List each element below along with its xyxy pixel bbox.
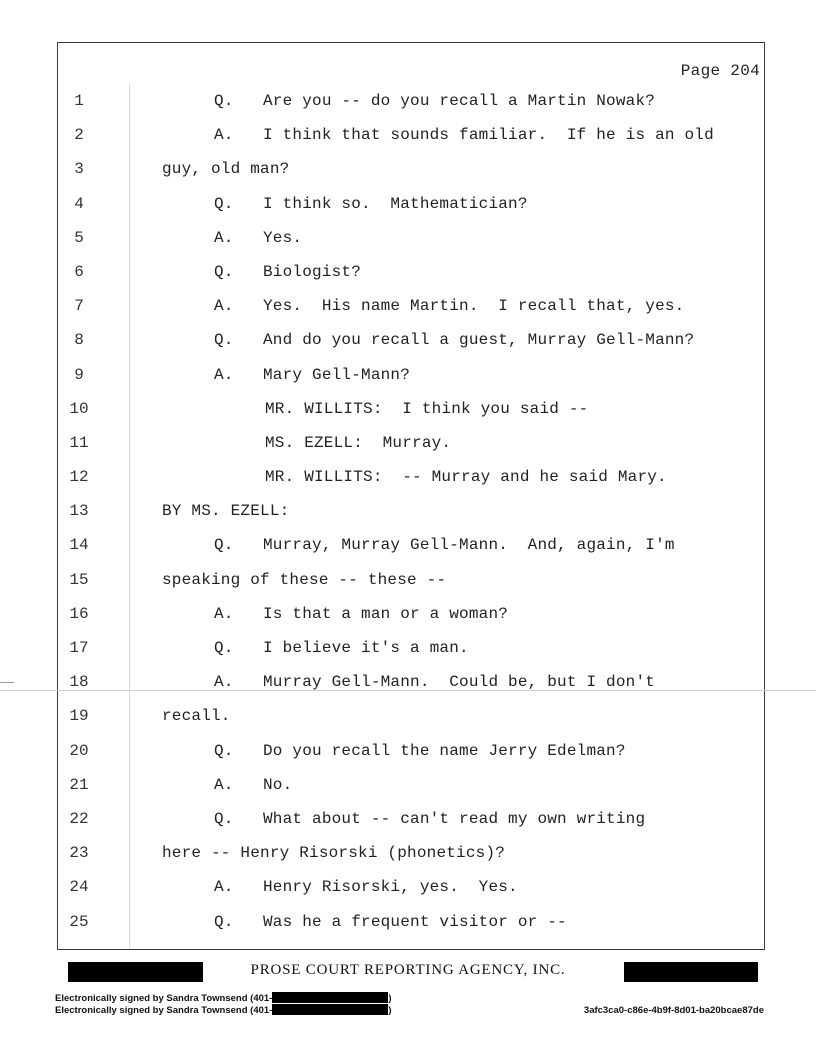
line-text: guy, old man? [162,160,290,179]
signature-line-1-prefix: Electronically signed by Sandra Townsend (401- [55,993,273,1004]
line-number: 13 [69,502,89,521]
line-number: 9 [74,365,84,384]
line-text: Q. Are you -- do you recall a Martin Nowak? [214,92,656,110]
transcript-line [0,872,816,906]
transcript-line [0,599,816,633]
line-text: A. Yes. [214,228,303,247]
transcript-line [0,154,816,188]
line-number: 16 [69,604,89,623]
line-number: 10 [69,399,89,418]
transcript-line [0,667,816,701]
line-number: 22 [69,809,89,828]
line-number: 23 [69,844,89,863]
document-hash: 3afc3ca0-c86e-4b9f-8d01-ba20bcae87de [583,1005,764,1016]
transcript-lines [0,86,816,941]
line-number: 14 [69,536,89,555]
line-text: MS. EZELL: Murray. [265,433,452,452]
transcript-line [0,189,816,223]
line-text: MR. WILLITS: I think you said -- [265,399,589,418]
signature-line-1-suffix: ) [388,993,392,1004]
transcript-line [0,736,816,770]
transcript-line [0,838,816,872]
transcript-line [0,804,816,838]
transcript-line [0,462,816,496]
signature-line-2-prefix: Electronically signed by Sandra Townsend (401- [55,1005,273,1016]
line-text: BY MS. EZELL: [162,502,290,521]
transcript-line [0,360,816,394]
line-number: 3 [74,160,84,179]
transcript-line [0,394,816,428]
line-text: MR. WILLITS: -- Murray and he said Mary. [265,468,667,487]
signature-line-2-suffix: ) [388,1005,392,1016]
line-number: 7 [74,297,84,316]
line-text: speaking of these -- these -- [162,570,447,589]
line-number: 24 [69,878,89,897]
line-number: 4 [74,194,84,213]
line-text: Q. Do you recall the name Jerry Edelman? [214,741,626,760]
reporting-agency-name: PROSE COURT REPORTING AGENCY, INC. [250,962,566,978]
transcript-line [0,257,816,291]
line-number: 11 [69,433,89,452]
signature-line-2 [55,1005,392,1016]
transcript-line [0,120,816,154]
transcript-line [0,701,816,735]
line-text: Q. I think so. Mathematician? [214,194,528,213]
line-text: Q. What about -- can't read my own writing [214,809,646,828]
line-number: 21 [69,775,89,794]
signature-redaction-2 [272,1004,388,1015]
line-number: 15 [69,570,89,589]
line-number: 18 [69,673,89,692]
transcript-line [0,291,816,325]
transcript-line [0,86,816,120]
page-number: Page 204 [680,62,760,80]
line-text: A. Yes. His name Martin. I recall that, yes. [214,297,685,316]
line-text: A. No. [214,775,293,794]
line-number: 5 [74,228,84,247]
line-text: A. Murray Gell-Mann. Could be, but I don't [214,673,656,692]
line-text: Q. Was he a frequent visitor or -- [214,912,567,931]
line-number: 6 [74,262,84,281]
line-number: 20 [69,741,89,760]
line-text: A. Is that a man or a woman? [214,604,509,623]
transcript-line [0,496,816,530]
line-text: Q. And do you recall a guest, Murray Gell-Mann? [214,331,695,350]
line-text: Q. I believe it's a man. [214,639,469,657]
line-text: A. I think that sounds familiar. If he is an old [214,126,714,145]
signature-redaction-1 [272,992,388,1003]
line-number: 25 [69,912,89,931]
line-number: 1 [74,92,84,110]
line-text: Q. Biologist? [214,262,362,281]
line-number: 19 [69,707,89,726]
transcript-line [0,530,816,564]
transcript-line [0,633,816,667]
line-number: 2 [74,126,84,145]
transcript-line [0,428,816,462]
transcript-line [0,565,816,599]
line-number: 12 [69,468,89,487]
line-text: recall. [162,707,231,726]
transcript-line [0,223,816,257]
transcript-line [0,907,816,941]
signature-line-1 [55,993,392,1004]
transcript-line [0,770,816,804]
redaction-bar-right [624,962,758,982]
line-text: here -- Henry Risorski (phonetics)? [162,844,506,863]
transcript-line [0,325,816,359]
line-text: A. Henry Risorski, yes. Yes. [214,878,518,897]
line-text: Q. Murray, Murray Gell-Mann. And, again, I'm [214,536,675,555]
line-text: A. Mary Gell-Mann? [214,365,411,384]
line-number: 17 [69,639,89,657]
line-number: 8 [74,331,84,350]
